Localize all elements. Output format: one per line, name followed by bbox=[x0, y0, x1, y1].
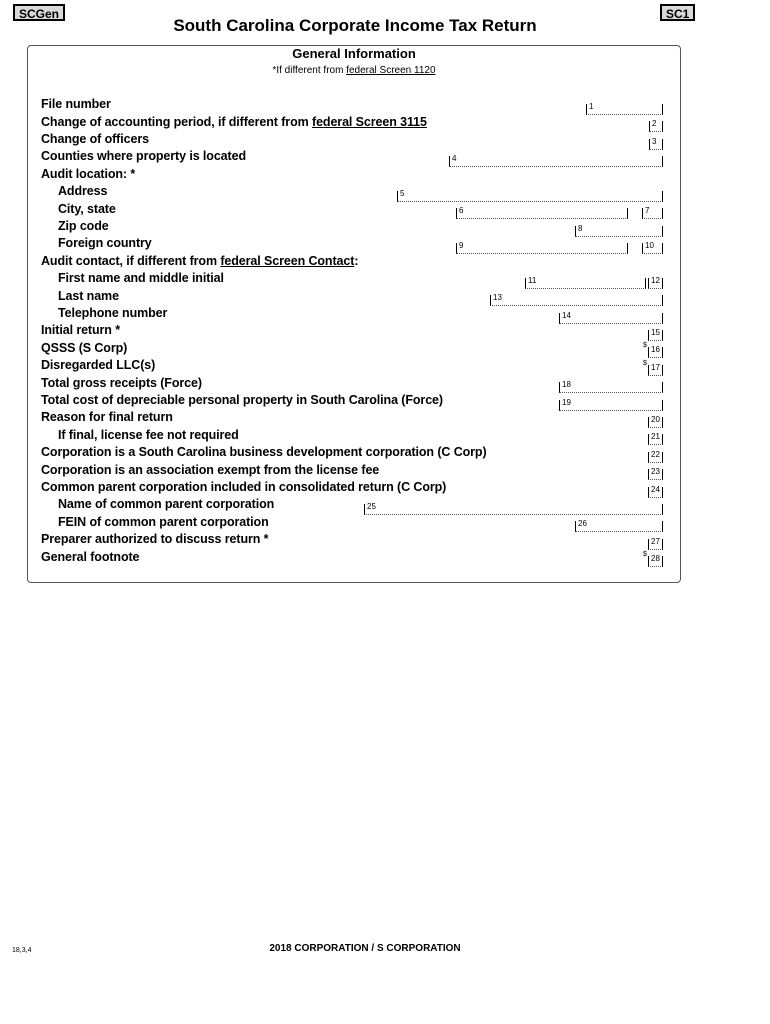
field-number: 7 bbox=[645, 206, 650, 215]
field-27[interactable] bbox=[648, 539, 663, 550]
audit-contact-colon: : bbox=[354, 254, 359, 268]
field-2[interactable] bbox=[649, 121, 663, 132]
field-3[interactable] bbox=[649, 139, 663, 150]
label-counties: Counties where property is located bbox=[41, 149, 246, 163]
field-15[interactable] bbox=[648, 330, 663, 341]
audit-contact-text: Audit contact, if different from bbox=[41, 254, 221, 268]
label-last-name: Last name bbox=[58, 289, 119, 303]
label-address: Address bbox=[58, 184, 108, 198]
form-tag-sc1: SC1 bbox=[660, 4, 695, 21]
label-audit-location: Audit location: * bbox=[41, 167, 136, 181]
field-number: 16 bbox=[651, 345, 660, 354]
field-number: 18 bbox=[562, 380, 571, 389]
accounting-period-text: Change of accounting period, if different from bbox=[41, 115, 312, 129]
label-parent-name: Name of common parent corporation bbox=[58, 497, 275, 511]
label-city-state: City, state bbox=[58, 202, 116, 216]
federal-screen-3115-link[interactable]: federal Screen 3115 bbox=[312, 115, 427, 129]
label-zip-code: Zip code bbox=[58, 219, 109, 233]
field-number: 17 bbox=[651, 363, 660, 372]
label-parent-fein: FEIN of common parent corporation bbox=[58, 515, 269, 529]
field-number: 9 bbox=[459, 241, 464, 250]
form-tag-scgen: SCGen bbox=[13, 4, 65, 21]
field-26[interactable] bbox=[575, 521, 663, 532]
label-file-number: File number bbox=[41, 97, 111, 111]
field-number: 1 bbox=[589, 102, 594, 111]
field-number: 3 bbox=[652, 137, 657, 146]
version-number: 18,3,4 bbox=[12, 947, 32, 954]
field-19[interactable] bbox=[559, 400, 663, 411]
label-exempt-association: Corporation is an association exempt from the license fee bbox=[41, 463, 380, 477]
label-change-of-officers: Change of officers bbox=[41, 132, 149, 146]
label-depreciable-property: Total cost of depreciable personal property in South Carolina (Force) bbox=[41, 393, 443, 407]
field-number: 6 bbox=[459, 206, 464, 215]
field-number: 4 bbox=[452, 154, 457, 163]
field-number: 27 bbox=[651, 537, 660, 546]
label-qsss: QSSS (S Corp) bbox=[41, 341, 128, 355]
field-number: 23 bbox=[651, 467, 660, 476]
page-title: South Carolina Corporate Income Tax Return bbox=[173, 16, 537, 35]
section-title: General Information bbox=[292, 46, 416, 61]
label-gross-receipts: Total gross receipts (Force) bbox=[41, 376, 202, 390]
field-number: 12 bbox=[651, 276, 660, 285]
attachment-marker-28: $ bbox=[643, 551, 647, 558]
field-number: 25 bbox=[367, 502, 376, 511]
field-5[interactable] bbox=[397, 191, 663, 202]
field-number: 5 bbox=[400, 189, 405, 198]
field-16[interactable] bbox=[648, 347, 663, 358]
label-reason-final-return: Reason for final return bbox=[41, 410, 173, 424]
field-7[interactable] bbox=[642, 208, 663, 219]
field-number: 19 bbox=[562, 398, 571, 407]
field-13[interactable] bbox=[490, 295, 663, 306]
field-17[interactable] bbox=[648, 365, 663, 376]
attachment-marker-16: $ bbox=[643, 342, 647, 349]
field-number: 15 bbox=[651, 328, 660, 337]
field-8[interactable] bbox=[575, 226, 663, 237]
label-accounting-period bbox=[41, 115, 427, 129]
field-number: 13 bbox=[493, 293, 502, 302]
field-10[interactable] bbox=[642, 243, 663, 254]
field-number: 10 bbox=[645, 241, 654, 250]
field-12[interactable] bbox=[648, 278, 663, 289]
field-21[interactable] bbox=[648, 434, 663, 445]
label-common-parent: Common parent corporation included in consolidated return (C Corp) bbox=[41, 480, 447, 494]
field-number: 22 bbox=[651, 450, 660, 459]
field-number: 14 bbox=[562, 311, 571, 320]
field-22[interactable] bbox=[648, 452, 663, 463]
field-9[interactable] bbox=[456, 243, 628, 254]
label-disregarded-llc: Disregarded LLC(s) bbox=[41, 358, 156, 372]
label-initial-return: Initial return * bbox=[41, 323, 120, 337]
field-number: 20 bbox=[651, 415, 660, 424]
field-20[interactable] bbox=[648, 417, 663, 428]
form-type-footer: 2018 CORPORATION / S CORPORATION bbox=[269, 943, 461, 954]
field-23[interactable] bbox=[648, 469, 663, 480]
subtitle-prefix: *If different from bbox=[272, 65, 347, 76]
field-18[interactable] bbox=[559, 382, 663, 393]
label-general-footnote: General footnote bbox=[41, 550, 140, 564]
federal-screen-1120-link[interactable]: federal Screen 1120 bbox=[346, 65, 436, 76]
field-4[interactable] bbox=[449, 156, 663, 167]
section-subtitle bbox=[27, 65, 681, 76]
label-license-fee: If final, license fee not required bbox=[58, 428, 239, 442]
field-number: 28 bbox=[651, 554, 660, 563]
field-25[interactable] bbox=[364, 504, 663, 515]
field-number: 2 bbox=[652, 119, 657, 128]
field-1[interactable] bbox=[586, 104, 663, 115]
label-audit-contact bbox=[41, 254, 358, 268]
label-foreign-country: Foreign country bbox=[58, 236, 152, 250]
field-14[interactable] bbox=[559, 313, 663, 324]
field-number: 26 bbox=[578, 519, 587, 528]
field-number: 21 bbox=[651, 432, 660, 441]
field-28[interactable] bbox=[648, 556, 663, 567]
field-number: 8 bbox=[578, 224, 583, 233]
field-number: 11 bbox=[528, 276, 537, 285]
field-6[interactable] bbox=[456, 208, 628, 219]
label-first-name: First name and middle initial bbox=[58, 271, 224, 285]
federal-screen-contact-link[interactable]: federal Screen Contact bbox=[220, 254, 355, 268]
attachment-marker-17: $ bbox=[643, 360, 647, 367]
label-preparer: Preparer authorized to discuss return * bbox=[41, 532, 269, 546]
label-bdc: Corporation is a South Carolina business development corporation (C Corp) bbox=[41, 445, 487, 459]
field-11[interactable] bbox=[525, 278, 646, 289]
field-24[interactable] bbox=[648, 487, 663, 498]
label-telephone: Telephone number bbox=[58, 306, 168, 320]
field-number: 24 bbox=[651, 485, 660, 494]
